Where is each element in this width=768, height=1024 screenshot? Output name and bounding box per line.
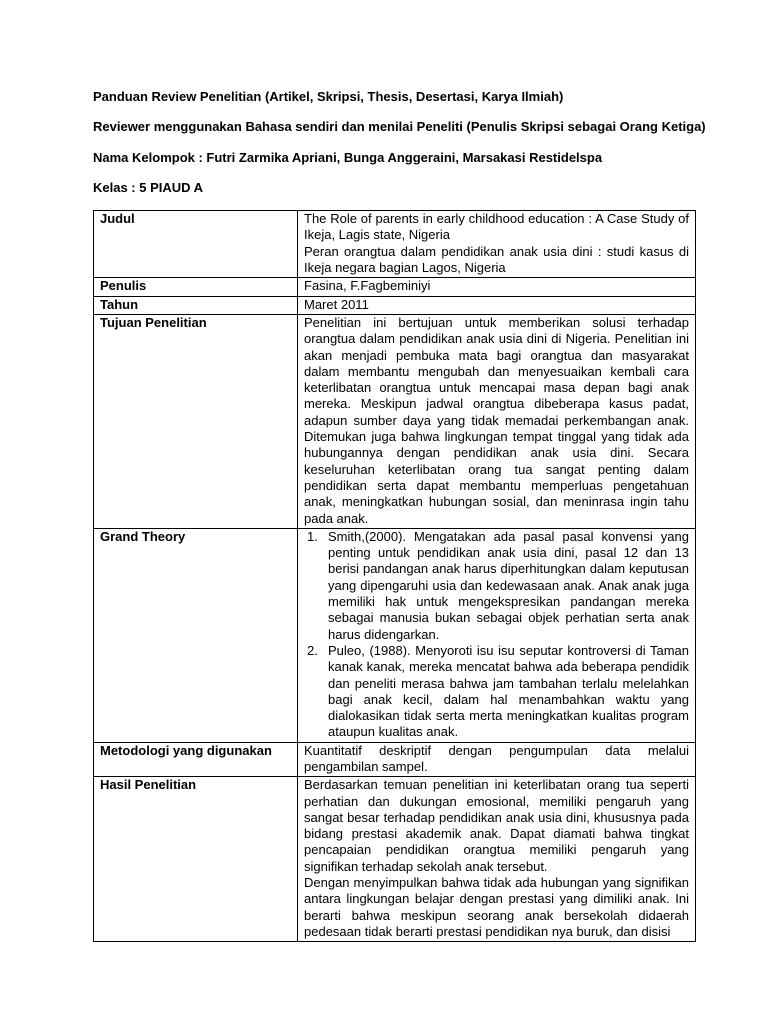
judul-value bbox=[298, 211, 696, 278]
row-judul bbox=[94, 211, 696, 278]
row-label-judul: Judul bbox=[94, 211, 298, 278]
row-label-grand-theory: Grand Theory bbox=[94, 528, 298, 742]
hasil-value bbox=[298, 777, 696, 942]
metodologi-value: Kuantitatif deskriptif dengan pengumpulan data melalui pengambilan sampel. bbox=[298, 742, 696, 777]
list-item bbox=[304, 529, 689, 643]
row-label-penulis: Penulis bbox=[94, 278, 298, 296]
reviewer-instruction: Reviewer menggunakan Bahasa sendiri dan menilai Peneliti (Penulis Skripsi sebagai Orang Ketiga) bbox=[93, 119, 706, 135]
list-number: 2. bbox=[307, 642, 318, 658]
row-hasil-penelitian bbox=[94, 777, 696, 942]
title-indonesian: Peran orangtua dalam pendidikan anak usia dini : studi kasus di Ikeja negara bagian Lagos, Nigeria bbox=[304, 243, 689, 276]
class-label: Kelas : 5 PIAUD A bbox=[93, 179, 204, 195]
row-metodologi bbox=[94, 742, 696, 777]
row-penulis bbox=[94, 278, 696, 296]
list-item bbox=[304, 643, 689, 741]
hasil-paragraph: Dengan menyimpulkan bahwa tidak ada hubungan yang signifikan antara lingkungan belajar dengan prestasi yang dimiliki anak. Ini berarti bahwa meskipun seorang anak bersekolah didaerah pedesaan tidak berarti prestasi pendidikan nya buruk, dan disisi bbox=[304, 875, 689, 939]
hasil-paragraph: Berdasarkan temuan penelitian ini keterlibatan orang tua seperti perhatian dan dukungan emosional, memiliki pengaruh yang sangat besar terhadap pendidikan anak usia dini, khususnya pada bidang prestasi akademik anak. Dapat diamati bahwa tingkat pencapaian pendidikan orangtua memiliki pengaruh yang signifikan terhadap sekolah anak tersebut. bbox=[304, 777, 689, 874]
row-tujuan-penelitian bbox=[94, 314, 696, 528]
tujuan-value: Penelitian ini bertujuan untuk memberikan solusi terhadap orangtua dalam pendidikan anak usia dini di Nigeria. Penelitian ini akan menjadi pembuka mata bagi orangtua dan masyarakat dalam membantu mengubah dan menyesuaikan kembali cara keterlibatan orangtua untuk mencapai masa depan bagi anak mereka. Meskipun jadwal orangtua dibeberapa kasus padat, adapun sumber daya yang tidak memadai perkembangan anak. Ditemukan juga bahwa lingkungan tempat tinggal yang tidak ada hubungannya dengan pendidikan anak usia dini. Secara keseluruhan keterlibatan orang tua sangat penting dalam pendidikan serta dapat membantu memperluas pengetahuan anak, meningkatkan hubungan sosial, dan meninrasa ingin tahu pada anak. bbox=[298, 314, 696, 528]
list-item-text: Smith,(2000). Mengatakan ada pasal pasal konvensi yang penting untuk pendidikan anak usia dini, pasal 12 dan 13 berisi pandangan anak harus diperhitungkan dalam keputusan yang dipengaruhi usia dan kedewasaan anak. Anak anak juga memiliki hak untuk mengekspresikan pandangan mereka sebagai manusia bukan sebagai objek perhatian serta anak harus didengarkan. bbox=[328, 528, 689, 642]
tahun-value: Maret 2011 bbox=[298, 296, 696, 314]
row-label-hasil: Hasil Penelitian bbox=[94, 777, 298, 942]
row-label-tujuan: Tujuan Penelitian bbox=[94, 314, 298, 528]
grand-theory-list bbox=[298, 528, 696, 742]
review-table bbox=[93, 210, 696, 942]
title-english: The Role of parents in early childhood education : A Case Study of Ikeja, Lagis state, Nigeria bbox=[304, 211, 689, 243]
row-grand-theory bbox=[94, 528, 696, 742]
list-number: 1. bbox=[307, 528, 318, 544]
row-tahun bbox=[94, 296, 696, 314]
list-item-text: Puleo, (1988). Menyoroti isu isu seputar kontroversi di Taman kanak kanak, mereka mencatat bahwa ada beberapa pendidik dan peneliti merasa bahwa jam tambahan terlalu melelahkan bagi anak kecil, dalam hal menambahkan waktu yang dialokasikan tidak serta merta meningkatkan kualitas program ataupun kualitas anak. bbox=[328, 642, 689, 740]
group-members: Nama Kelompok : Futri Zarmika Apriani, Bunga Anggeraini, Marsakasi Restidelspa bbox=[93, 149, 603, 165]
row-label-tahun: Tahun bbox=[94, 296, 298, 314]
row-label-metodologi: Metodologi yang digunakan bbox=[94, 742, 298, 777]
penulis-value: Fasina, F.Fagbeminiyi bbox=[298, 278, 696, 296]
review-guide-title: Panduan Review Penelitian (Artikel, Skripsi, Thesis, Desertasi, Karya Ilmiah) bbox=[93, 89, 564, 104]
